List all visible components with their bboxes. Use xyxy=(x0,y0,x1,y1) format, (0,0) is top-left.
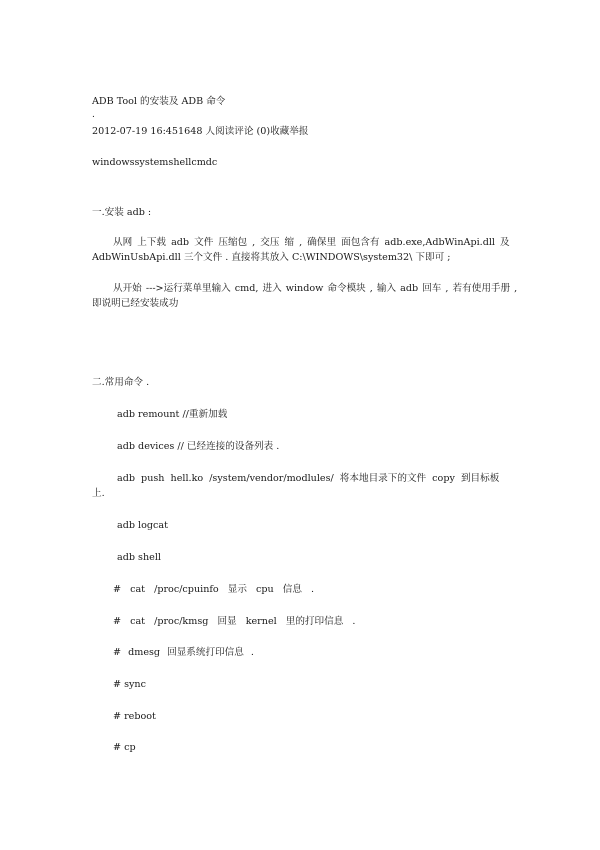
command-adb-push-line-2: 上. xyxy=(92,488,105,499)
command-sync: # sync xyxy=(113,679,146,690)
tags-line: windowssystemshellcmdc xyxy=(92,157,218,168)
install-paragraph-2-line-2: 即说明已经安装成功 xyxy=(92,298,179,309)
section-commands-heading: 二.常用命令 . xyxy=(92,377,150,388)
install-paragraph-1-line-1: 从网 上下载 adb 文件 压缩包 , 交压 缩 , 确保里 面包含有 adb.exe,AdbWinApi.dll 及 xyxy=(113,237,510,248)
install-paragraph-2-line-1: 从开始 --->运行菜单里输入 cmd, 进入 window 命令模块 , 输入 adb 回车 , 若有使用手册 , xyxy=(113,283,518,294)
command-cat-cpuinfo: # cat /proc/cpuinfo 显示 cpu 信息 . xyxy=(113,584,315,595)
install-paragraph-1-line-2: AdbWinUsbApi.dll 三个文件 . 直接将其放入 C:\WINDOWS\system32\ 下即可 ; xyxy=(92,252,451,263)
command-cp: # cp xyxy=(113,742,136,753)
command-adb-devices: adb devices // 已经连接的设备列表 . xyxy=(117,441,280,452)
command-adb-push-line-1: adb push hell.ko /system/vendor/modlules/ 将本地目录下的文件 copy 到目标板 xyxy=(117,473,500,484)
separator-dot: . xyxy=(92,110,95,120)
command-adb-logcat: adb logcat xyxy=(117,520,168,531)
command-adb-remount: adb remount //重新加载 xyxy=(117,409,228,420)
post-meta: 2012-07-19 16:451648 人阅读评论 (0)收藏举报 xyxy=(92,126,309,137)
command-adb-shell: adb shell xyxy=(117,552,161,563)
command-dmesg: # dmesg 回显系统打印信息 . xyxy=(113,647,254,658)
command-cat-kmsg: # cat /proc/kmsg 回显 kernel 里的打印信息 . xyxy=(113,616,356,627)
section-install-heading: 一.安装 adb : xyxy=(92,207,152,218)
document-title: ADB Tool 的安装及 ADB 命令 xyxy=(92,96,226,107)
command-reboot: # reboot xyxy=(113,711,156,722)
